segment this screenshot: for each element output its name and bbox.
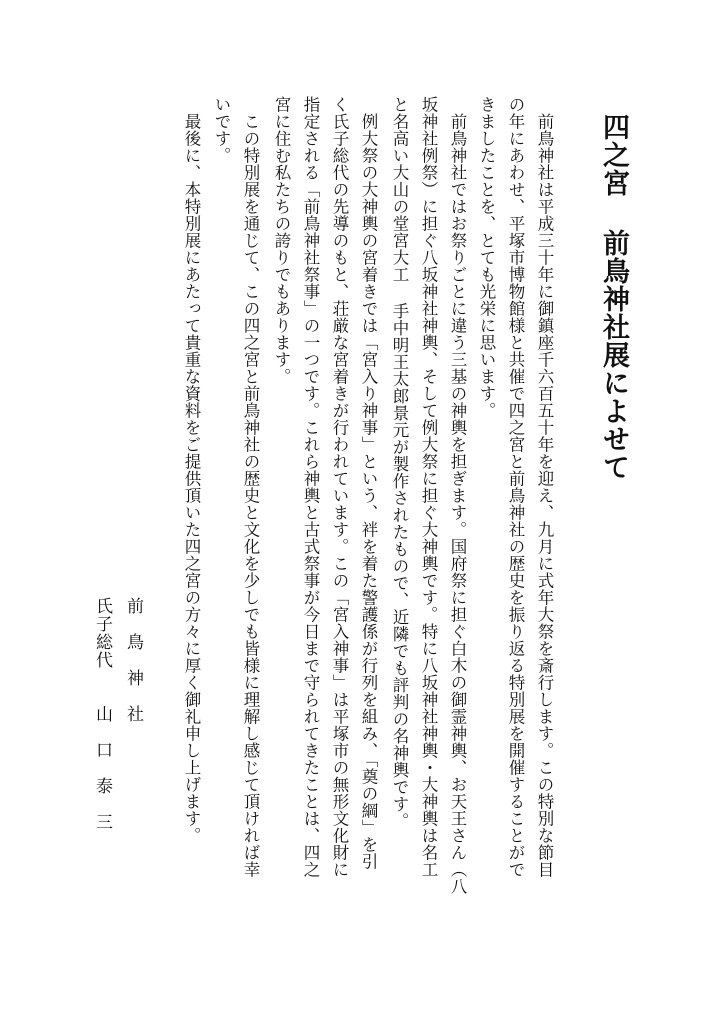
paragraph-line: 坂神社例祭）に担ぐ八坂神社神輿、そして例大祭に担ぐ大神輿です。特に八坂神社神輿・大神輿は名工 xyxy=(419,96,438,878)
paragraph-line: 最後に、本特別展にあたって貴重な資料をご提供頂いた四之宮の方々に厚く御礼申し上げます。 xyxy=(182,96,201,844)
paragraph-line: 指定される「前鳥神社祭事」の一つです。これら神輿と古式祭事が今日まで守られてきたことは、四之 xyxy=(301,96,320,878)
signature-organization: 前 鳥 神 社 xyxy=(123,597,143,723)
paragraph-line: 前鳥神社ではお祭りごとに違う三基の神輿を担ぎます。国府祭に担ぐ白木の御霊神輿、お天王さん（八 xyxy=(448,96,467,895)
paragraph-line: く氏子総代の先導のもと、荘厳な宮着きが行われています。この「宮入神事」は平塚市の無形文化財に xyxy=(330,96,349,878)
paragraph-line: いです。 xyxy=(212,96,231,164)
paragraph-line: きましたことを、とても光栄に思います。 xyxy=(477,96,496,419)
paragraph-line: と名高い大山の堂宮大工 手中明王太郎景元が製作されたもので、近隣でも評判の名神輿です。 xyxy=(390,96,409,830)
paragraph-line: の年にあわせ、平塚市博物館様と共催で四之宮と前鳥神社の歴史を振り返る特別展を開催することがで xyxy=(506,96,525,878)
paragraph-line: 例大祭の大神輿の宮着きでは「宮入り神事」という、袢を着た警護係が行列を組み、「奠の綱」を引 xyxy=(359,96,378,870)
paragraph-line: 宮に住む私たちの誇りでもあります。 xyxy=(272,96,291,385)
paragraph-line: 前鳥神社は平成三十年に御鎮座千六百五十年を迎え、九月に式年大祭を斎行します。この特別な節目 xyxy=(535,96,554,878)
document-title: 四之宮 前鳥神社展によせて xyxy=(598,113,629,481)
signature-name: 氏子総代 山 口 泰 三 xyxy=(92,597,112,831)
paragraph-line: この特別展を通じて、この四之宮と前鳥神社の歴史と文化を少しでも皆様に理解し感じて頂ければ幸 xyxy=(241,96,260,878)
